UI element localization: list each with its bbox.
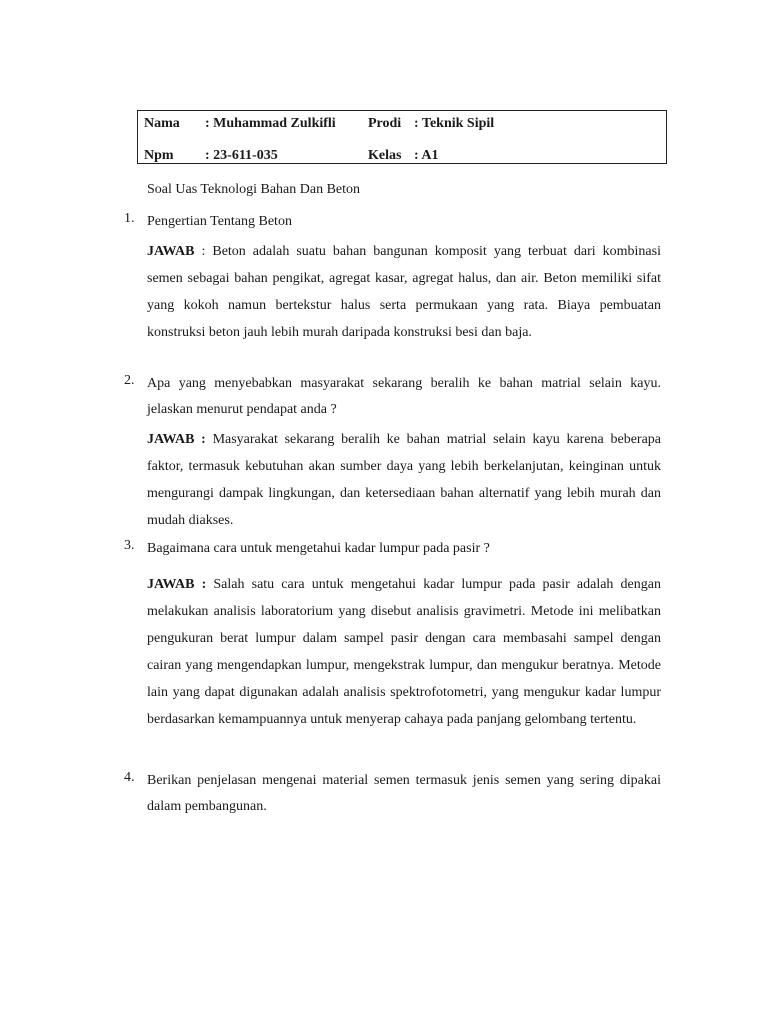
document-title: Soal Uas Teknologi Bahan Dan Beton <box>147 182 361 197</box>
question-text: Bagaimana cara untuk mengetahui kadar lumpur pada pasir ? <box>147 541 490 556</box>
prodi-value: : Teknik Sipil <box>414 116 495 131</box>
kelas-value: : A1 <box>414 148 439 163</box>
question-item-1 <box>124 209 661 346</box>
npm-label: Npm <box>144 148 174 163</box>
answer-text <box>147 571 661 733</box>
student-info-box <box>137 110 667 164</box>
question-item-2 <box>124 371 661 534</box>
nama-label: Nama <box>144 116 180 131</box>
answer-body: : Beton adalah suatu bahan bangunan komposit yang terbuat dari kombinasi semen sebagai bahan pengikat, agregat kasar, agregat halus, dan air. Beton memiliki sifat yang kokoh namun bertekstur halus serta permukaan yang rata. Biaya pembuatan konstruksi beton jauh lebih murah daripada konstruksi besi dan baja. <box>147 244 661 340</box>
answer-label: JAWAB : <box>147 432 206 447</box>
question-text: Apa yang menyebabkan masyarakat sekarang beralih ke bahan matrial selain kayu. jelaskan menurut pendapat anda ? <box>147 376 661 417</box>
nama-value: : Muhammad Zulkifli <box>205 116 336 131</box>
kelas-label: Kelas <box>368 148 402 163</box>
question-number: 3. <box>124 538 135 553</box>
question-text: Berikan penjelasan mengenai material semen termasuk jenis semen yang sering dipakai dalam pembangunan. <box>147 773 661 814</box>
info-row-2 <box>138 146 666 166</box>
question-number: 4. <box>124 770 135 785</box>
question-text: Pengertian Tentang Beton <box>147 214 292 229</box>
answer-body: Masyarakat sekarang beralih ke bahan matrial selain kayu karena beberapa faktor, termasuk kebutuhan akan sumber daya yang lebih berkelanjutan, keinginan untuk mengurangi dampak lingkungan, dan ketersediaan bahan alternatif yang lebih murah dan mudah diakses. <box>147 432 661 528</box>
npm-value: : 23-611-035 <box>205 148 278 163</box>
info-row-1 <box>138 114 666 134</box>
question-number: 1. <box>124 211 135 226</box>
question-number: 2. <box>124 373 135 388</box>
answer-text <box>147 426 661 534</box>
question-item-4 <box>124 768 661 820</box>
answer-text <box>147 238 661 346</box>
answer-label: JAWAB : <box>147 577 207 592</box>
question-item-3 <box>124 536 661 733</box>
answer-body: Salah satu cara untuk mengetahui kadar lumpur pada pasir adalah dengan melakukan analisis laboratorium yang disebut analisis gravimetri. Metode ini melibatkan pengukuran berat lumpur dalam sampel pasir dengan cara membasahi sampel dengan cairan yang mengendapkan lumpur, mengekstrak lumpur, dan mengukur beratnya. Metode lain yang dapat digunakan adalah analisis spektrofotometri, yang mengukur kadar lumpur berdasarkan kemampuannya untuk menyerap cahaya pada panjang gelombang tertentu. <box>147 577 661 727</box>
prodi-label: Prodi <box>368 116 402 131</box>
answer-label: JAWAB <box>147 244 195 259</box>
